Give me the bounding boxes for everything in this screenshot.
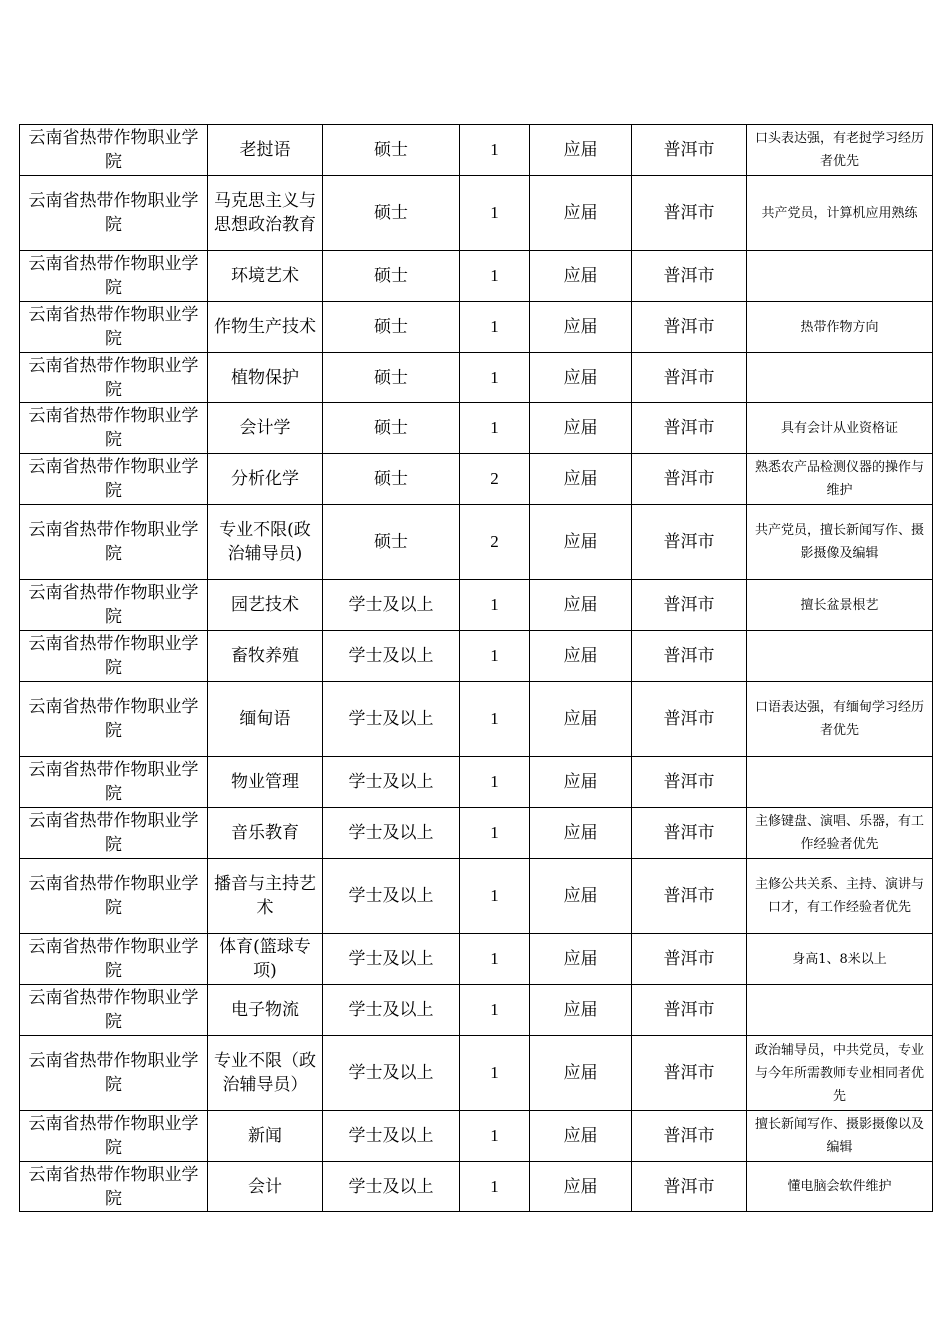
- cell-unit: 云南省热带作物职业学院: [20, 985, 208, 1036]
- cell-location: 普洱市: [632, 454, 747, 505]
- cell-unit: 云南省热带作物职业学院: [20, 505, 208, 580]
- cell-major: 体育(篮球专项): [208, 934, 323, 985]
- table-row: [20, 934, 933, 985]
- cell-major: 畜牧养殖: [208, 631, 323, 682]
- cell-requirement-note: 主修键盘、演唱、乐器，有工作经验者优先: [747, 808, 933, 859]
- cell-count: 1: [460, 808, 530, 859]
- cell-major: 播音与主持艺术: [208, 859, 323, 934]
- cell-graduate-type: 应届: [530, 859, 632, 934]
- cell-unit: 云南省热带作物职业学院: [20, 1036, 208, 1111]
- cell-requirement-note: 政治辅导员，中共党员，专业与今年所需教师专业相同者优先: [747, 1036, 933, 1111]
- cell-count: 1: [460, 859, 530, 934]
- cell-location: 普洱市: [632, 859, 747, 934]
- cell-degree: 学士及以上: [323, 934, 460, 985]
- cell-major: 马克思主义与思想政治教育: [208, 176, 323, 251]
- cell-major: 会计学: [208, 403, 323, 454]
- cell-location: 普洱市: [632, 353, 747, 403]
- cell-major: 音乐教育: [208, 808, 323, 859]
- cell-requirement-note: 热带作物方向: [747, 302, 933, 353]
- cell-graduate-type: 应届: [530, 176, 632, 251]
- cell-graduate-type: 应届: [530, 125, 632, 176]
- cell-count: 1: [460, 353, 530, 403]
- cell-graduate-type: 应届: [530, 580, 632, 631]
- cell-graduate-type: 应届: [530, 1111, 632, 1162]
- cell-count: 1: [460, 631, 530, 682]
- cell-major: 作物生产技术: [208, 302, 323, 353]
- cell-degree: 硕士: [323, 176, 460, 251]
- cell-unit: 云南省热带作物职业学院: [20, 454, 208, 505]
- cell-major: 新闻: [208, 1111, 323, 1162]
- cell-graduate-type: 应届: [530, 1036, 632, 1111]
- cell-requirement-note: 擅长盆景根艺: [747, 580, 933, 631]
- cell-count: 1: [460, 251, 530, 302]
- cell-count: 1: [460, 1111, 530, 1162]
- cell-count: 1: [460, 125, 530, 176]
- cell-count: 1: [460, 580, 530, 631]
- cell-graduate-type: 应届: [530, 757, 632, 808]
- cell-location: 普洱市: [632, 1162, 747, 1212]
- cell-requirement-note: 懂电脑会软件维护: [747, 1162, 933, 1212]
- cell-graduate-type: 应届: [530, 403, 632, 454]
- cell-major: 园艺技术: [208, 580, 323, 631]
- cell-requirement-note: [747, 757, 933, 808]
- recruitment-table: [19, 124, 933, 1212]
- cell-location: 普洱市: [632, 1036, 747, 1111]
- cell-degree: 学士及以上: [323, 757, 460, 808]
- cell-requirement-note: [747, 985, 933, 1036]
- cell-graduate-type: 应届: [530, 682, 632, 757]
- cell-unit: 云南省热带作物职业学院: [20, 125, 208, 176]
- cell-unit: 云南省热带作物职业学院: [20, 1111, 208, 1162]
- cell-degree: 学士及以上: [323, 985, 460, 1036]
- cell-location: 普洱市: [632, 176, 747, 251]
- cell-major: 会计: [208, 1162, 323, 1212]
- cell-degree: 硕士: [323, 505, 460, 580]
- cell-unit: 云南省热带作物职业学院: [20, 251, 208, 302]
- cell-location: 普洱市: [632, 631, 747, 682]
- cell-count: 1: [460, 176, 530, 251]
- cell-major: 电子物流: [208, 985, 323, 1036]
- cell-graduate-type: 应届: [530, 251, 632, 302]
- table-row: [20, 251, 933, 302]
- cell-unit: 云南省热带作物职业学院: [20, 1162, 208, 1212]
- cell-degree: 学士及以上: [323, 1036, 460, 1111]
- cell-location: 普洱市: [632, 985, 747, 1036]
- table-body: [20, 125, 933, 1212]
- table-row: [20, 302, 933, 353]
- table-row: [20, 682, 933, 757]
- table-row: [20, 353, 933, 403]
- cell-location: 普洱市: [632, 1111, 747, 1162]
- cell-major: 物业管理: [208, 757, 323, 808]
- cell-requirement-note: 擅长新闻写作、摄影摄像以及编辑: [747, 1111, 933, 1162]
- cell-graduate-type: 应届: [530, 353, 632, 403]
- cell-major: 植物保护: [208, 353, 323, 403]
- table-row: [20, 505, 933, 580]
- cell-count: 1: [460, 934, 530, 985]
- cell-location: 普洱市: [632, 934, 747, 985]
- cell-degree: 学士及以上: [323, 631, 460, 682]
- table-row: [20, 580, 933, 631]
- cell-location: 普洱市: [632, 580, 747, 631]
- cell-location: 普洱市: [632, 505, 747, 580]
- table-row: [20, 808, 933, 859]
- cell-degree: 硕士: [323, 251, 460, 302]
- cell-graduate-type: 应届: [530, 985, 632, 1036]
- cell-location: 普洱市: [632, 757, 747, 808]
- cell-unit: 云南省热带作物职业学院: [20, 808, 208, 859]
- cell-count: 1: [460, 1162, 530, 1212]
- cell-major: 分析化学: [208, 454, 323, 505]
- cell-requirement-note: 口语表达强，有缅甸学习经历者优先: [747, 682, 933, 757]
- cell-requirement-note: [747, 353, 933, 403]
- table-row: [20, 403, 933, 454]
- cell-degree: 学士及以上: [323, 1111, 460, 1162]
- table-row: [20, 1036, 933, 1111]
- cell-degree: 学士及以上: [323, 580, 460, 631]
- cell-major: 缅甸语: [208, 682, 323, 757]
- cell-location: 普洱市: [632, 125, 747, 176]
- table-row: [20, 1111, 933, 1162]
- cell-graduate-type: 应届: [530, 302, 632, 353]
- cell-graduate-type: 应届: [530, 631, 632, 682]
- cell-requirement-note: 口头表达强，有老挝学习经历者优先: [747, 125, 933, 176]
- cell-requirement-note: [747, 631, 933, 682]
- cell-count: 2: [460, 505, 530, 580]
- cell-unit: 云南省热带作物职业学院: [20, 176, 208, 251]
- cell-graduate-type: 应届: [530, 934, 632, 985]
- cell-count: 1: [460, 682, 530, 757]
- table-row: [20, 985, 933, 1036]
- table-row: [20, 454, 933, 505]
- cell-unit: 云南省热带作物职业学院: [20, 580, 208, 631]
- cell-count: 1: [460, 302, 530, 353]
- cell-requirement-note: 共产党员，计算机应用熟练: [747, 176, 933, 251]
- cell-graduate-type: 应届: [530, 808, 632, 859]
- table-row: [20, 125, 933, 176]
- cell-major: 老挝语: [208, 125, 323, 176]
- cell-unit: 云南省热带作物职业学院: [20, 403, 208, 454]
- cell-requirement-note: 共产党员，擅长新闻写作、摄影摄像及编辑: [747, 505, 933, 580]
- cell-location: 普洱市: [632, 682, 747, 757]
- cell-unit: 云南省热带作物职业学院: [20, 631, 208, 682]
- cell-location: 普洱市: [632, 808, 747, 859]
- cell-location: 普洱市: [632, 302, 747, 353]
- cell-requirement-note: [747, 251, 933, 302]
- table-row: [20, 1162, 933, 1212]
- cell-unit: 云南省热带作物职业学院: [20, 353, 208, 403]
- cell-degree: 硕士: [323, 454, 460, 505]
- cell-degree: 硕士: [323, 125, 460, 176]
- cell-unit: 云南省热带作物职业学院: [20, 757, 208, 808]
- cell-count: 2: [460, 454, 530, 505]
- cell-unit: 云南省热带作物职业学院: [20, 302, 208, 353]
- cell-unit: 云南省热带作物职业学院: [20, 682, 208, 757]
- cell-count: 1: [460, 757, 530, 808]
- cell-requirement-note: 具有会计从业资格证: [747, 403, 933, 454]
- cell-unit: 云南省热带作物职业学院: [20, 859, 208, 934]
- cell-graduate-type: 应届: [530, 1162, 632, 1212]
- cell-requirement-note: 熟悉农产品检测仪器的操作与维护: [747, 454, 933, 505]
- cell-location: 普洱市: [632, 251, 747, 302]
- table-row: [20, 176, 933, 251]
- cell-requirement-note: 主修公共关系、主持、演讲与口才，有工作经验者优先: [747, 859, 933, 934]
- cell-degree: 硕士: [323, 403, 460, 454]
- cell-graduate-type: 应届: [530, 454, 632, 505]
- cell-major: 专业不限（政治辅导员）: [208, 1036, 323, 1111]
- cell-count: 1: [460, 1036, 530, 1111]
- cell-degree: 学士及以上: [323, 1162, 460, 1212]
- cell-degree: 学士及以上: [323, 682, 460, 757]
- table-row: [20, 757, 933, 808]
- cell-degree: 学士及以上: [323, 808, 460, 859]
- cell-count: 1: [460, 985, 530, 1036]
- cell-location: 普洱市: [632, 403, 747, 454]
- cell-graduate-type: 应届: [530, 505, 632, 580]
- table-row: [20, 859, 933, 934]
- cell-degree: 硕士: [323, 302, 460, 353]
- cell-degree: 硕士: [323, 353, 460, 403]
- cell-degree: 学士及以上: [323, 859, 460, 934]
- cell-unit: 云南省热带作物职业学院: [20, 934, 208, 985]
- cell-major: 专业不限(政治辅导员): [208, 505, 323, 580]
- table-row: [20, 631, 933, 682]
- cell-count: 1: [460, 403, 530, 454]
- cell-requirement-note: 身高1、8米以上: [747, 934, 933, 985]
- cell-major: 环境艺术: [208, 251, 323, 302]
